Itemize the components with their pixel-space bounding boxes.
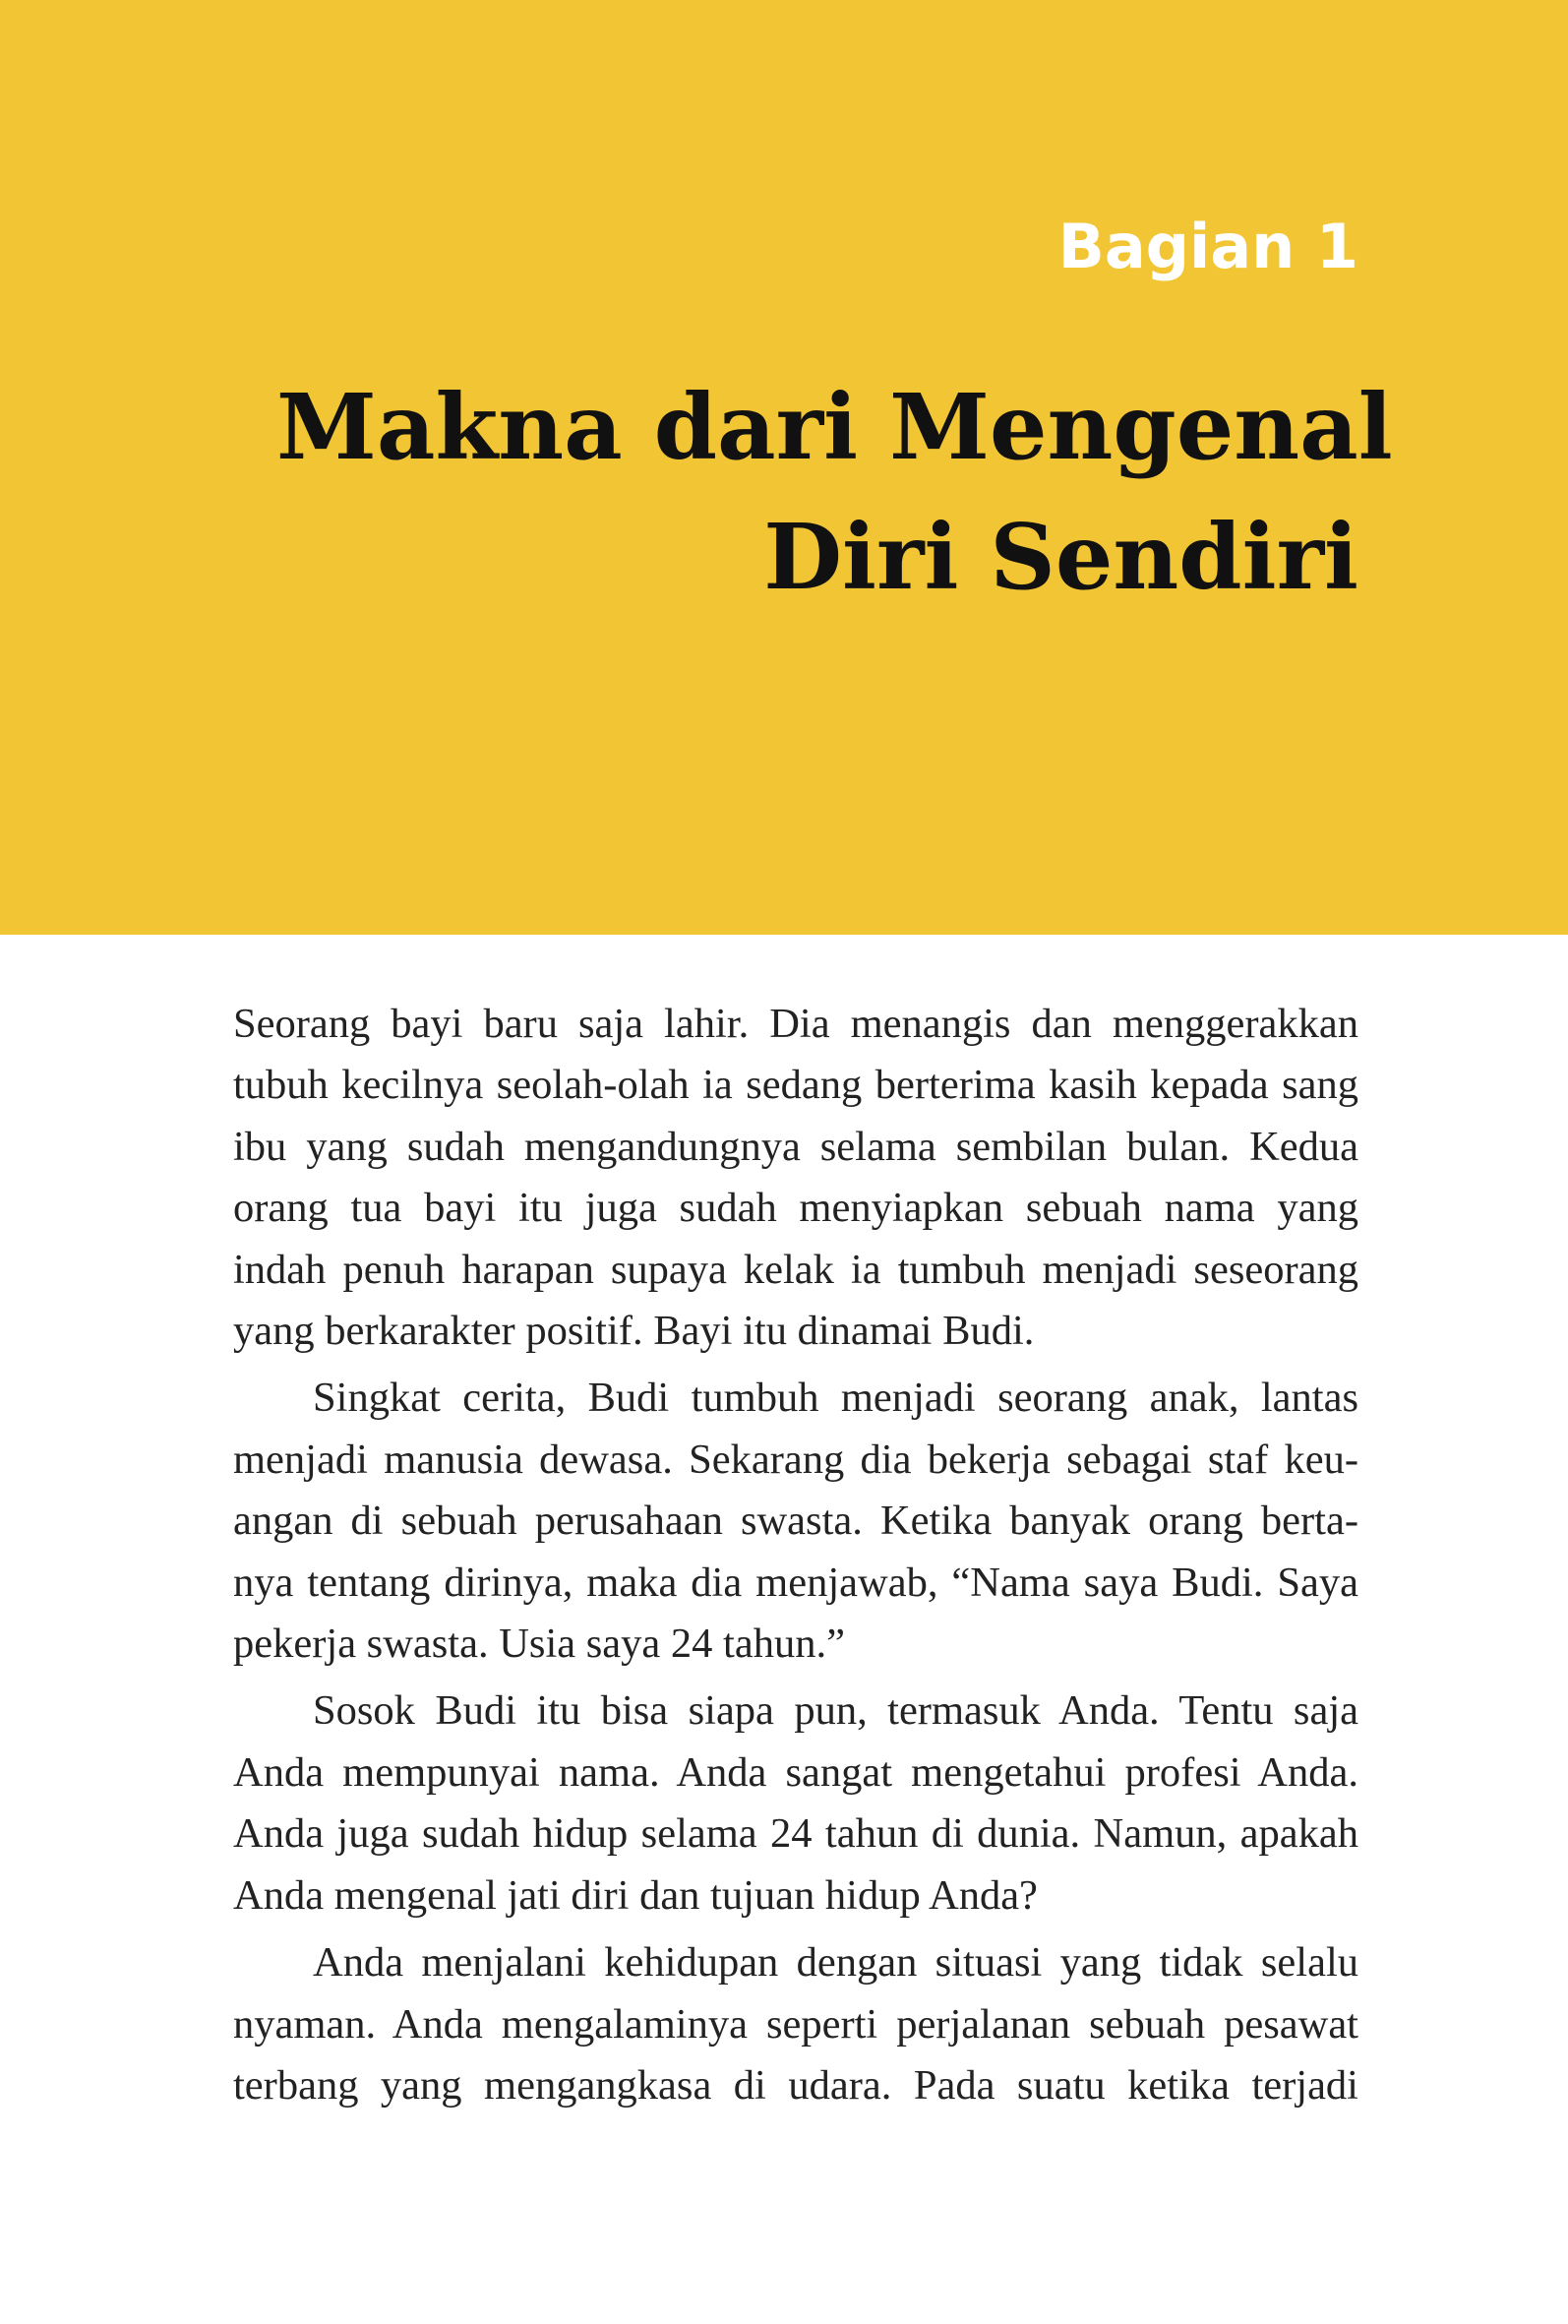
text-line: Sosok Budi itu bisa siapa pun, termasuk Anda. Tentu saja xyxy=(313,1687,1358,1735)
text-line: Seorang bayi baru saja lahir. Dia menangis dan menggerakkan xyxy=(233,1001,1358,1047)
section-label: Bagian 1 xyxy=(1057,211,1358,282)
text-line: nya tentang dirinya, maka dia menjawab, “Nama saya Budi. Saya xyxy=(233,1559,1358,1606)
text-line: terbang yang mengangkasa di udara. Pada suatu ketika terjadi xyxy=(233,2061,1358,2109)
text-line: yang berkarakter positif. Bayi itu dinamai Budi. xyxy=(233,1308,1035,1355)
chapter-title xyxy=(276,362,1393,622)
text-line: Anda menjalani kehidupan dengan situasi yang tidak selalu xyxy=(313,1939,1358,1987)
text-line: Anda mempunyai nama. Anda sangat mengetahui profesi Anda. xyxy=(233,1748,1358,1796)
paragraph xyxy=(233,1681,1358,1926)
text-line: Anda juga sudah hidup selama 24 tahun di dunia. Namun, apakah xyxy=(233,1810,1358,1858)
paragraph xyxy=(233,994,1358,1362)
text-line: Singkat cerita, Budi tumbuh menjadi seorang anak, lantas xyxy=(313,1375,1358,1422)
text-line: pekerja swasta. Usia saya 24 tahun.” xyxy=(233,1621,845,1668)
text-line: nyaman. Anda mengalaminya seperti perjalanan sebuah pesawat xyxy=(233,2000,1358,2048)
text-line: orang tua bayi itu juga sudah menyiapkan sebuah nama yang xyxy=(233,1185,1358,1232)
text-line: angan di sebuah perusahaan swasta. Ketika banyak orang berta- xyxy=(233,1498,1358,1545)
text-line: Anda mengenal jati diri dan tujuan hidup Anda? xyxy=(233,1871,1038,1919)
text-line: ibu yang sudah mengandungnya selama sembilan bulan. Kedua xyxy=(233,1123,1358,1170)
chapter-title-line: Makna dari Mengenal xyxy=(276,374,1393,480)
chapter-header-band xyxy=(0,0,1568,935)
text-line: menjadi manusia dewasa. Sekarang dia bekerja sebagai staf keu- xyxy=(233,1436,1358,1483)
text-line: indah penuh harapan supaya kelak ia tumbuh menjadi seseorang xyxy=(233,1246,1358,1293)
body-text xyxy=(233,994,1358,2116)
paragraph xyxy=(233,1932,1358,2116)
chapter-title-line: Diri Sendiri xyxy=(763,504,1358,610)
text-line: tubuh kecilnya seolah-olah ia sedang berterima kasih kepada sang xyxy=(233,1062,1358,1109)
paragraph xyxy=(233,1368,1358,1675)
